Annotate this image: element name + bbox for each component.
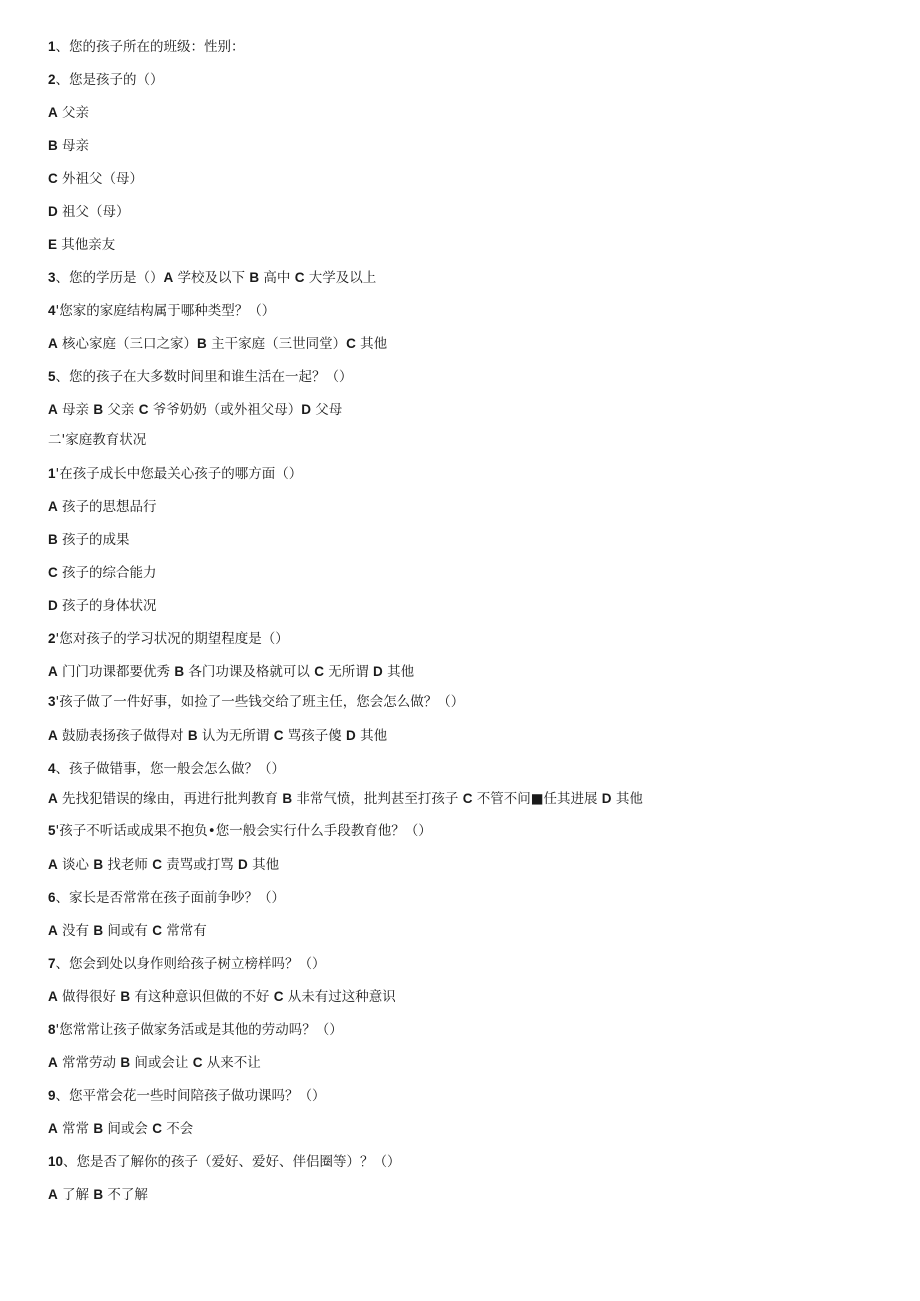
item-text: 父母 (310, 402, 343, 418)
text-line (48, 790, 643, 808)
item-label: E (48, 237, 58, 252)
item-label: 5 (48, 369, 56, 384)
item-label: A (48, 791, 58, 806)
item-text: 孩子的成果 (57, 532, 130, 548)
text-line (48, 727, 387, 745)
text-line (48, 564, 157, 582)
item-label: C (273, 728, 284, 743)
item-text: '您家的家庭结构属于哪种类型？（） (55, 303, 276, 319)
item-label: A (48, 728, 58, 743)
item-text: 其他 (355, 728, 388, 744)
item-label: D (238, 857, 248, 872)
item-label: B (120, 1055, 131, 1070)
item-text: 鼓励表扬孩子做得对 (57, 728, 188, 744)
text-line (48, 1153, 401, 1171)
item-text: 谈心 (57, 857, 94, 873)
item-label: B (48, 138, 58, 153)
item-text: 孩子的身体状况 (57, 598, 157, 614)
item-text: 从来不让 (202, 1055, 261, 1071)
item-text: '孩子做了一件好事，如捡了一些钱交给了班主任，您会怎么做？（） (55, 694, 465, 710)
item-text: 学校及以下 (173, 270, 250, 286)
item-text: 常常 (57, 1121, 94, 1137)
item-text: 母亲 (57, 402, 94, 418)
item-label: A (48, 857, 58, 872)
item-label: C (48, 565, 58, 580)
item-text: 不会 (161, 1121, 194, 1137)
item-label: A (48, 664, 58, 679)
item-label: 4 (48, 761, 56, 776)
text-line (48, 856, 279, 874)
item-text: 孩子的思想品行 (57, 499, 157, 515)
item-label: 10 (48, 1154, 64, 1169)
item-label: 2 (48, 72, 56, 87)
item-text: 其他 (247, 857, 280, 873)
item-text: 、孩子做错事，您一般会怎么做？（） (55, 761, 286, 777)
item-label: A (48, 105, 58, 120)
text-line (48, 269, 376, 287)
item-label: A (48, 1187, 58, 1202)
item-text: 了解 (57, 1187, 94, 1203)
item-label: D (373, 664, 383, 679)
item-text: 其他 (355, 336, 388, 352)
item-text: 、您是否了解你的孩子（爱好、爱好、伴侣圈等）？（） (63, 1154, 401, 1170)
item-label: A (48, 499, 58, 514)
item-text: 从未有过这种意识 (283, 989, 396, 1005)
item-text: 核心家庭（三口之家） (57, 336, 198, 352)
item-label: 6 (48, 890, 56, 905)
item-label: 3 (48, 270, 56, 285)
item-label: 4 (48, 303, 56, 318)
item-label: B (120, 989, 131, 1004)
text-line (48, 1120, 193, 1138)
text-line (48, 955, 326, 973)
item-label: B (93, 1121, 104, 1136)
item-text: 常常有 (161, 923, 207, 939)
text-line (48, 498, 157, 516)
item-label: 8 (48, 1022, 56, 1037)
item-text: 认为无所谓 (197, 728, 274, 744)
text-line (48, 203, 130, 221)
text-line (48, 71, 164, 89)
text-line (48, 663, 414, 681)
item-text: '您常常让孩子做家务活或是其他的劳动吗？（） (55, 1022, 343, 1038)
item-label: D (346, 728, 356, 743)
item-text: '您对孩子的学习状况的期望程度是（） (55, 631, 289, 647)
item-label: A (48, 989, 58, 1004)
item-text: 骂孩子傻 (283, 728, 347, 744)
item-label: D (601, 791, 612, 806)
item-label: 7 (48, 956, 56, 971)
item-text: 、您平常会花一些时间陪孩子做功课吗？（） (55, 1088, 326, 1104)
text-line (48, 302, 275, 320)
text-line (48, 1054, 261, 1072)
text-line (48, 335, 387, 353)
item-text: 父亲 (103, 402, 139, 418)
item-text: 爷爷奶奶（或外祖父母） (148, 402, 302, 418)
item-label: 3 (48, 694, 56, 709)
item-text: 主干家庭（三世同堂） (206, 336, 347, 352)
item-text: '孩子不听话或成果不抱负•您一般会实行什么手段教育他？（） (55, 823, 432, 839)
text-line (48, 597, 157, 615)
item-label: D (48, 204, 58, 219)
item-text: 、您的学历是（） (55, 270, 164, 286)
item-label: B (93, 923, 104, 938)
item-label: C (314, 664, 324, 679)
item-text: 找老师 (103, 857, 153, 873)
text-line (48, 760, 285, 778)
text-line (48, 822, 432, 840)
text-line (48, 401, 342, 419)
item-text: 二'家庭教育状况 (48, 432, 147, 448)
item-text: 做得很好 (57, 989, 121, 1005)
item-text: 间或有 (103, 923, 153, 939)
item-text: 其他 (611, 791, 643, 807)
text-line (48, 236, 115, 254)
text-line (48, 104, 89, 122)
item-text: 间或会 (103, 1121, 153, 1137)
item-label: 1 (48, 39, 56, 54)
item-label: A (163, 270, 174, 285)
item-label: B (187, 728, 198, 743)
item-label: C (48, 171, 58, 186)
item-label: C (294, 270, 305, 285)
text-line (48, 1186, 148, 1204)
item-text: '在孩子成长中您最关心孩子的哪方面（） (55, 466, 303, 482)
item-label: A (48, 923, 58, 938)
text-line (48, 38, 245, 56)
item-label: A (48, 402, 58, 417)
item-label: A (48, 1121, 58, 1136)
item-text: 祖父（母） (57, 204, 130, 220)
item-label: B (93, 402, 104, 417)
item-label: A (48, 1055, 58, 1070)
item-text: 其他 (382, 664, 415, 680)
item-text: 没有 (57, 923, 94, 939)
text-line (48, 465, 302, 483)
item-text: 不管不问■任其进展 (472, 791, 602, 807)
item-label: C (273, 989, 284, 1004)
item-text: 、您的孩子在大多数时间里和谁生活在一起？（） (55, 369, 353, 385)
item-label: C (152, 1121, 162, 1136)
item-label: C (192, 1055, 203, 1070)
item-text: 母亲 (57, 138, 90, 154)
item-label: C (346, 336, 356, 351)
item-text: 大学及以上 (304, 270, 377, 286)
item-label: 1 (48, 466, 56, 481)
item-text: 其他亲友 (57, 237, 116, 253)
item-label: C (152, 923, 162, 938)
item-text: 不了解 (103, 1187, 148, 1203)
text-line (48, 431, 146, 449)
item-label: C (462, 791, 473, 806)
text-line (48, 1021, 343, 1039)
item-label: B (282, 791, 293, 806)
item-text: 各门功课及格就可以 (184, 664, 315, 680)
item-text: 高中 (259, 270, 295, 286)
item-label: 9 (48, 1088, 56, 1103)
item-label: B (93, 857, 104, 872)
text-line (48, 693, 464, 711)
item-text: 常常劳动 (57, 1055, 121, 1071)
item-text: 、您会到处以身作则给孩子树立榜样吗？（） (55, 956, 326, 972)
item-text: 非常气愤，批判甚至打孩子 (292, 791, 463, 807)
item-label: C (152, 857, 162, 872)
item-text: 父亲 (57, 105, 90, 121)
item-label: B (48, 532, 58, 547)
item-label: B (249, 270, 260, 285)
item-text: 有这种意识但做的不好 (130, 989, 274, 1005)
item-text: 门门功课都要优秀 (57, 664, 175, 680)
item-text: 外祖父（母） (57, 171, 144, 187)
text-line (48, 1087, 326, 1105)
item-text: 先找犯错误的缘由，再进行批判教育 (57, 791, 283, 807)
item-label: 2 (48, 631, 56, 646)
text-line (48, 170, 143, 188)
item-text: 孩子的综合能力 (57, 565, 157, 581)
text-line (48, 368, 353, 386)
text-line (48, 922, 207, 940)
item-text: 、您是孩子的（） (55, 72, 164, 88)
item-label: B (197, 336, 207, 351)
text-line (48, 630, 289, 648)
item-text: 无所谓 (323, 664, 374, 680)
text-line (48, 137, 89, 155)
item-text: 间或会让 (130, 1055, 193, 1071)
item-text: 、您的孩子所在的班级：性别： (55, 39, 245, 55)
item-text: 、家长是否常常在孩子面前争吵？（） (55, 890, 286, 906)
item-label: C (138, 402, 149, 417)
text-line (48, 889, 285, 907)
text-line (48, 988, 396, 1006)
text-line (48, 531, 130, 549)
item-label: B (174, 664, 185, 679)
item-label: D (48, 598, 58, 613)
item-label: B (93, 1187, 104, 1202)
item-label: 5 (48, 823, 56, 838)
item-label: D (301, 402, 311, 417)
item-label: A (48, 336, 58, 351)
item-text: 责骂或打骂 (161, 857, 239, 873)
